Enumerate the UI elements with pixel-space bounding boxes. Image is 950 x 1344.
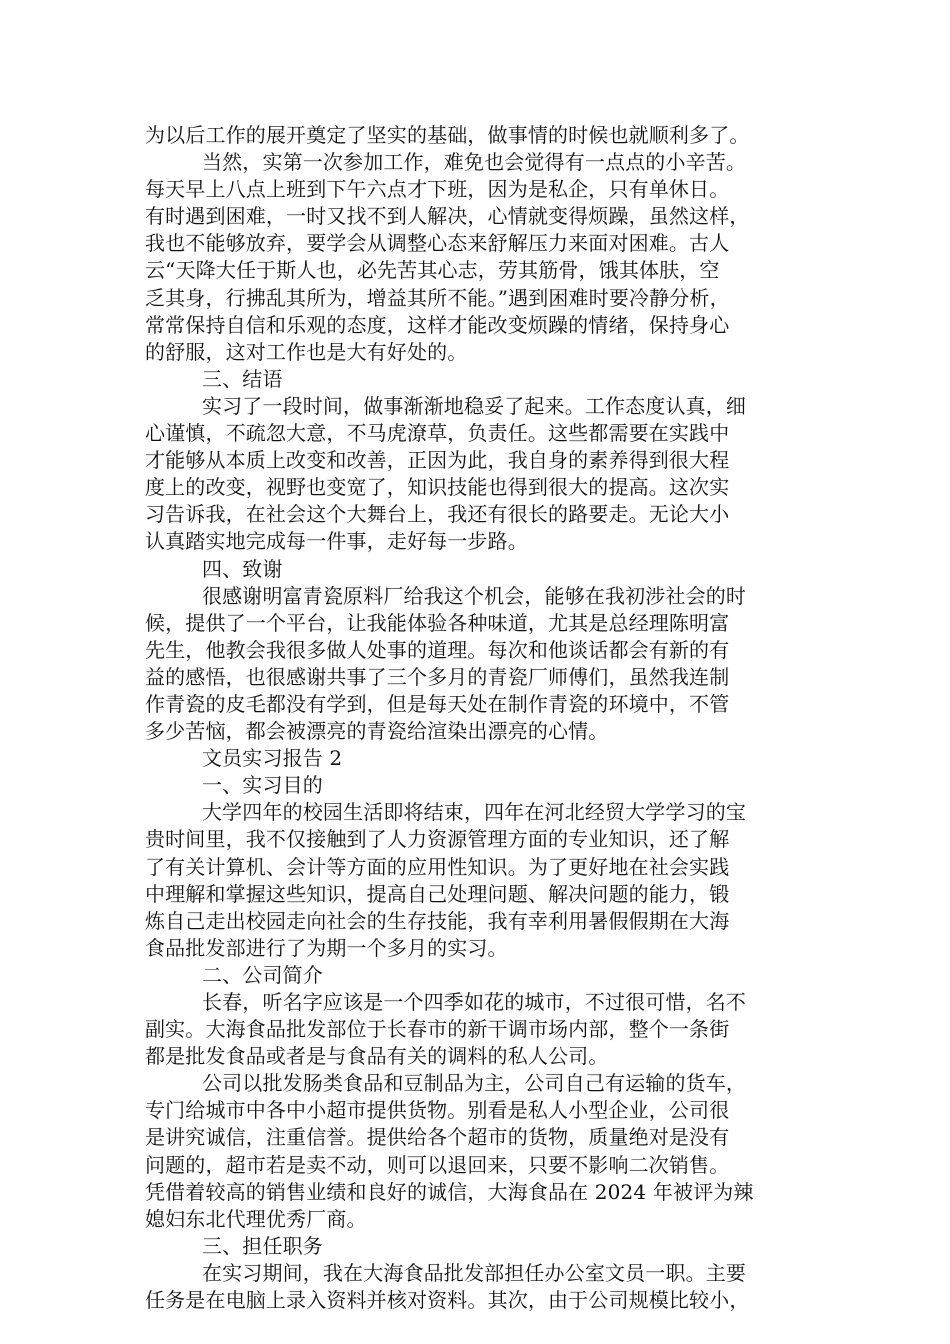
text-line: 的舒服，这对工作也是大有好处的。: [145, 339, 468, 364]
text-line: 凭借着较高的销售业绩和良好的诚信，大海食品在 2024 年被评为辣: [145, 1179, 754, 1204]
text-line: 专门给城市中各中小超市提供货物。别看是私人小型企业，公司很: [145, 1098, 730, 1123]
text-line: 中理解和掌握这些知识，提高自己处理问题、解决问题的能力，锻: [145, 881, 730, 906]
text-line: 每天早上八点上班到下午六点才下班，因为是私企，只有单休日。: [145, 177, 730, 202]
text-line: 为以后工作的展开奠定了坚实的基础，做事情的时候也就顺利多了。: [145, 123, 750, 147]
text-line: 实习了一段时间，做事渐渐地稳妥了起来。工作态度认真，细: [202, 393, 747, 418]
text-line: 作青瓷的皮毛都没有学到，但是每天处在制作青瓷的环境中，不管: [145, 691, 730, 716]
text-line: 贵时间里，我不仅接触到了人力资源管理方面的专业知识，还了解: [145, 827, 730, 852]
text-line: 才能够从本质上改变和改善，正因为此，我自身的素养得到很大程: [145, 448, 730, 473]
text-line: 我也不能够放弃，要学会从调整心态来舒解压力来面对困难。古人: [145, 231, 730, 256]
text-line: 很感谢明富青瓷原料厂给我这个机会，能够在我初涉社会的时: [202, 583, 747, 608]
text-line: 度上的改变，视野也变宽了，知识技能也得到很大的提高。这次实: [145, 475, 730, 500]
section-heading: 四、致谢: [202, 556, 283, 581]
text-line: 候，提供了一个平台，让我能体验各种味道，尤其是总经理陈明富: [145, 610, 730, 635]
text-line: 多少苦恼，都会被漂亮的青瓷给渲染出漂亮的心情。: [145, 719, 609, 744]
text-line: 当然，实第一次参加工作，难免也会觉得有一点点的小辛苦。: [202, 150, 747, 175]
text-line: 都是批发食品或者是与食品有关的调料的私人公司。: [145, 1044, 609, 1069]
text-line: 乏其身，行拂乱其所为，增益其所不能。”遇到困难时要冷静分析，: [145, 285, 730, 310]
text-line: 公司以批发肠类食品和豆制品为主，公司自己有运输的货车，: [202, 1071, 747, 1096]
section-heading: 一、实习目的: [202, 773, 323, 798]
text-line: 习告诉我，在社会这个大舞台上，我还有很长的路要走。无论大小: [145, 502, 730, 527]
text-line: 心谨慎，不疏忽大意，不马虎潦草，负责任。这些都需要在实践中: [145, 421, 730, 446]
text-line: 是讲究诚信，注重信誉。提供给各个超市的货物，质量绝对是没有: [145, 1125, 730, 1150]
report-title: 文员实习报告 2: [202, 746, 343, 771]
text-line: 了有关计算机、会计等方面的应用性知识。为了更好地在社会实践: [145, 854, 730, 879]
text-line: 有时遇到困难，一时又找不到人解决，心情就变得烦躁，虽然这样，: [145, 204, 750, 229]
text-line: 问题的，超市若是卖不动，则可以退回来，只要不影响二次销售。: [145, 1152, 730, 1177]
text-line: 先生，他教会我很多做人处事的道理。每次和他谈话都会有新的有: [145, 637, 730, 662]
text-line: 云“天降大任于斯人也，必先苦其心志，劳其筋骨，饿其体肤，空: [145, 258, 720, 283]
text-line: 益的感悟，也很感谢共事了三个多月的青瓷厂师傅们，虽然我连制: [145, 664, 730, 689]
section-heading: 二、公司简介: [202, 962, 323, 987]
text-line: 食品批发部进行了为期一个多月的实习。: [145, 935, 508, 960]
text-line: 大学四年的校园生活即将结束，四年在河北经贸大学学习的宝: [202, 800, 747, 825]
text-line: 认真踏实地完成每一件事，走好每一步路。: [145, 529, 528, 554]
document-body: [145, 122, 820, 1314]
text-line: 常常保持自信和乐观的态度，这样才能改变烦躁的情绪，保持身心: [145, 312, 730, 337]
section-heading: 三、结语: [202, 366, 283, 391]
text-line: 炼自己走出校园走向社会的生存技能，我有幸利用暑假假期在大海: [145, 908, 730, 933]
section-heading: 三、担任职务: [202, 1233, 323, 1258]
text-line: 副实。大海食品批发部位于长春市的新干调市场内部，整个一条街: [145, 1017, 730, 1042]
text-line: 任务是在电脑上录入资料并核对资料。其次，由于公司规模比较小，: [145, 1288, 750, 1313]
text-line: 媳妇东北代理优秀厂商。: [145, 1206, 367, 1231]
text-line: 在实习期间，我在大海食品批发部担任办公室文员一职。主要: [202, 1260, 747, 1285]
text-line: 长春，听名字应该是一个四季如花的城市，不过很可惜，名不: [202, 990, 747, 1014]
